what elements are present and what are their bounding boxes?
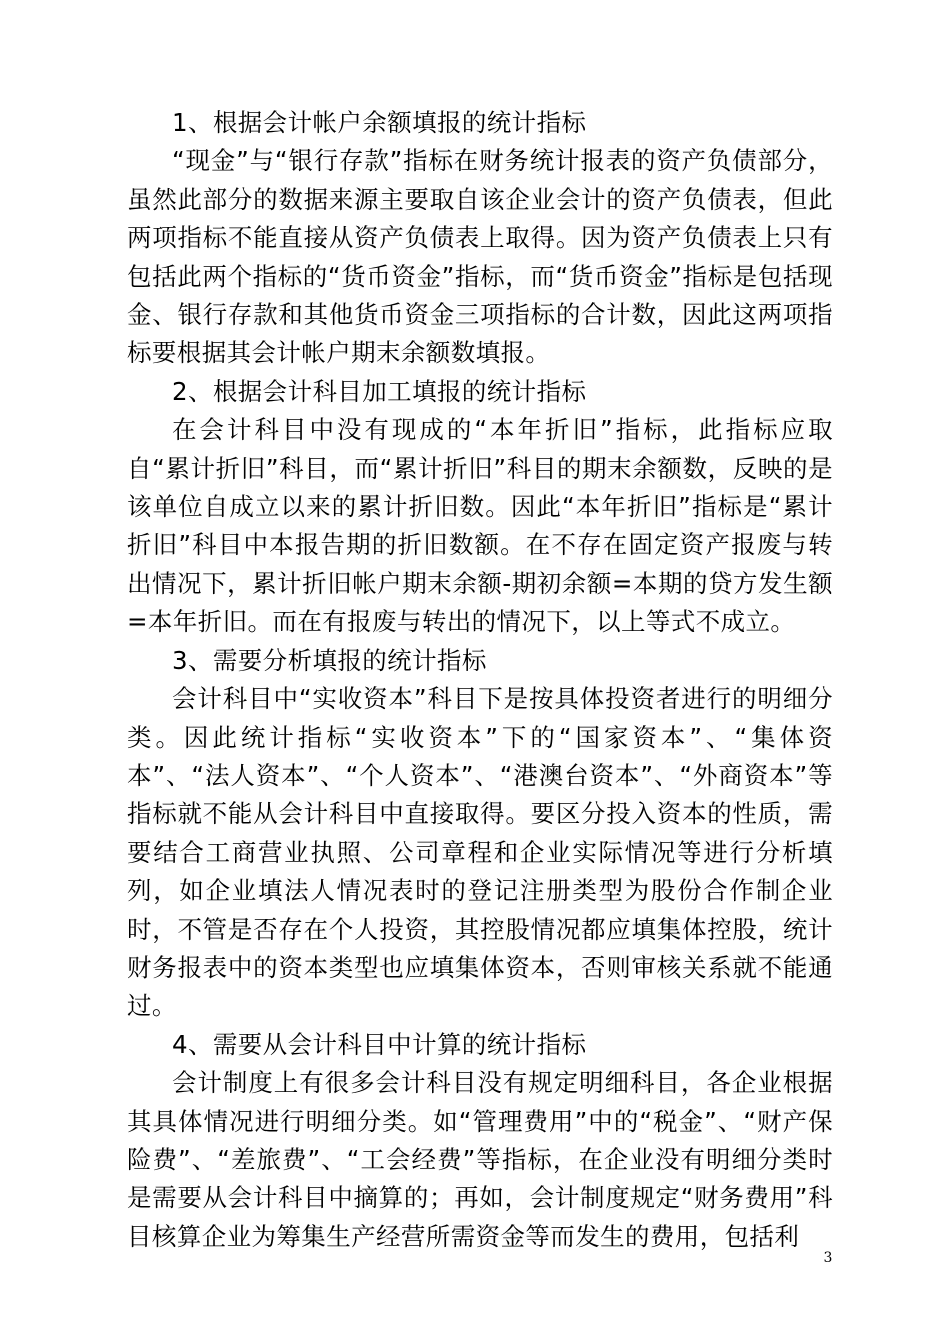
- section-heading-4: 4、需要从会计科目中计算的统计指标: [172, 1029, 587, 1059]
- section-heading-1: 1、根据会计帐户余额填报的统计指标: [172, 108, 587, 137]
- page-number: 3: [823, 1250, 833, 1266]
- body-paragraph-2: 在会计科目中没有现成的“本年折旧”指标，此指标应取自“累计折旧”科目，而“累计折旧”科目的期末余额数，反映的是该单位自成立以来的累计折旧数。因此“本年折旧”指标是“累计折旧”科目中本报告期的折旧数额。在不存在固定资产报废与转出情况下，累计折旧帐户期末余额-期初余额=本期的贷方发生额=本年折旧。而在有报废与转出的情况下，以上等式不成立。: [127, 415, 833, 637]
- section-heading-3: 3、需要分析填报的统计指标: [172, 645, 487, 675]
- section-heading-2: 2、根据会计科目加工填报的统计指标: [172, 376, 587, 406]
- body-paragraph-4: 会计制度上有很多会计科目没有规定明细科目，各企业根据其具体情况进行明细分类。如“管理费用”中的“税金”、“财产保险费”、“差旅费”、“工会经费”等指标，在企业没有明细分类时是需要从会计科目中摘算的；再如，会计制度规定“财务费用”科目核算企业为筹集生产经营所需资金等而发生的费用，包括利: [127, 1068, 833, 1251]
- body-paragraph-1: “现金”与“银行存款”指标在财务统计报表的资产负债部分，虽然此部分的数据来源主要取自该企业会计的资产负债表，但此两项指标不能直接从资产负债表上取得。因为资产负债表上只有包括此两个指标的“货币资金”指标，而“货币资金”指标是包括现金、银行存款和其他货币资金三项指标的合计数，因此这两项指标要根据其会计帐户期末余额数填报。: [127, 146, 833, 368]
- document-body: [127, 104, 833, 1256]
- body-paragraph-3: 会计科目中“实收资本”科目下是按具体投资者进行的明细分类。因此统计指标“实收资本”下的“国家资本”、“集体资本”、“法人资本”、“个人资本”、“港澳台资本”、“外商资本”等指标就不能从会计科目中直接取得。要区分投入资本的性质，需要结合工商营业执照、公司章程和企业实际情况等进行分析填列，如企业填法人情况表时的登记注册类型为股份合作制企业时，不管是否存在个人投资，其控股情况都应填集体控股，统计财务报表中的资本类型也应填集体资本，否则审核关系就不能通过。: [127, 684, 833, 1021]
